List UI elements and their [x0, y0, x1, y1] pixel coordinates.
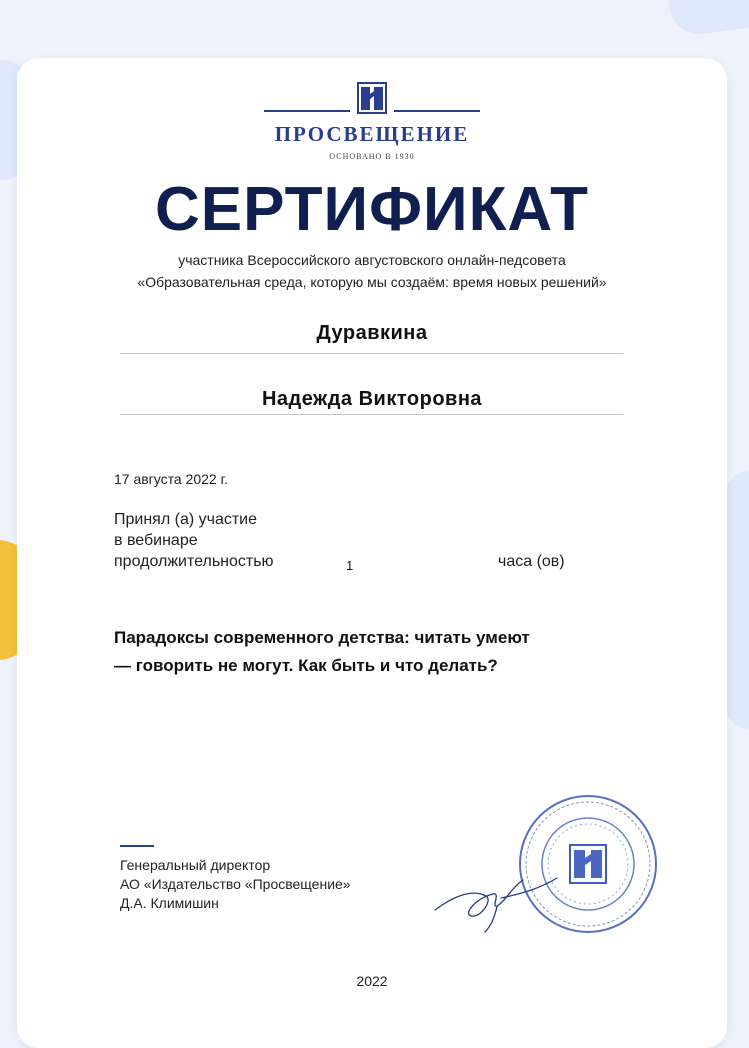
certificate-date: 17 августа 2022 г. — [114, 471, 228, 487]
signer-accent-line — [120, 845, 154, 847]
signer-organization: АО «Издательство «Просвещение» — [120, 876, 351, 892]
signer-position: Генеральный директор — [120, 857, 271, 873]
name-underline-1 — [120, 353, 623, 354]
signature-icon — [431, 858, 561, 938]
recipient-first-patronymic: Надежда Викторовна — [261, 388, 483, 410]
participation-text-3: продолжительностью — [114, 553, 274, 570]
webinar-topic-line2: — говорить не могут. Как быть и что делать? — [114, 656, 498, 675]
decor-shape-top-right — [665, 0, 749, 38]
logo-line-right — [394, 110, 480, 112]
recipient-last-name: Дуравкина — [316, 322, 428, 344]
webinar-topic-line1: Парадоксы современного детства: читать умеют — [114, 628, 530, 647]
signer-name: Д.А. Климишин — [120, 895, 219, 911]
certificate-subtitle-line2: «Образовательная среда, которую мы создаём: время новых решений» — [137, 274, 607, 290]
brand-founded: ОСНОВАНО В 1930 — [329, 152, 415, 161]
certificate-title: СЕРТИФИКАТ — [155, 175, 589, 244]
webinar-hours-unit: часа (ов) — [498, 553, 565, 570]
signer-block — [120, 856, 351, 913]
certificate-card — [17, 58, 727, 1048]
footer-year: 2022 — [356, 973, 388, 989]
logo-line-left — [264, 110, 350, 112]
decor-shape-right — [724, 470, 749, 730]
certificate-subtitle-line1: участника Всероссийского августовского онлайн-педсовета — [178, 252, 566, 268]
brand-name: ПРОСВЕЩЕНИЕ — [274, 122, 470, 146]
prosveshchenie-logo-icon — [357, 82, 387, 114]
webinar-hours: 1 — [346, 558, 354, 573]
webinar-topic — [114, 624, 654, 680]
participation-text-2: в вебинаре — [114, 532, 198, 549]
name-underline-2 — [120, 414, 623, 415]
participation-text-1: Принял (а) участие — [114, 511, 258, 528]
